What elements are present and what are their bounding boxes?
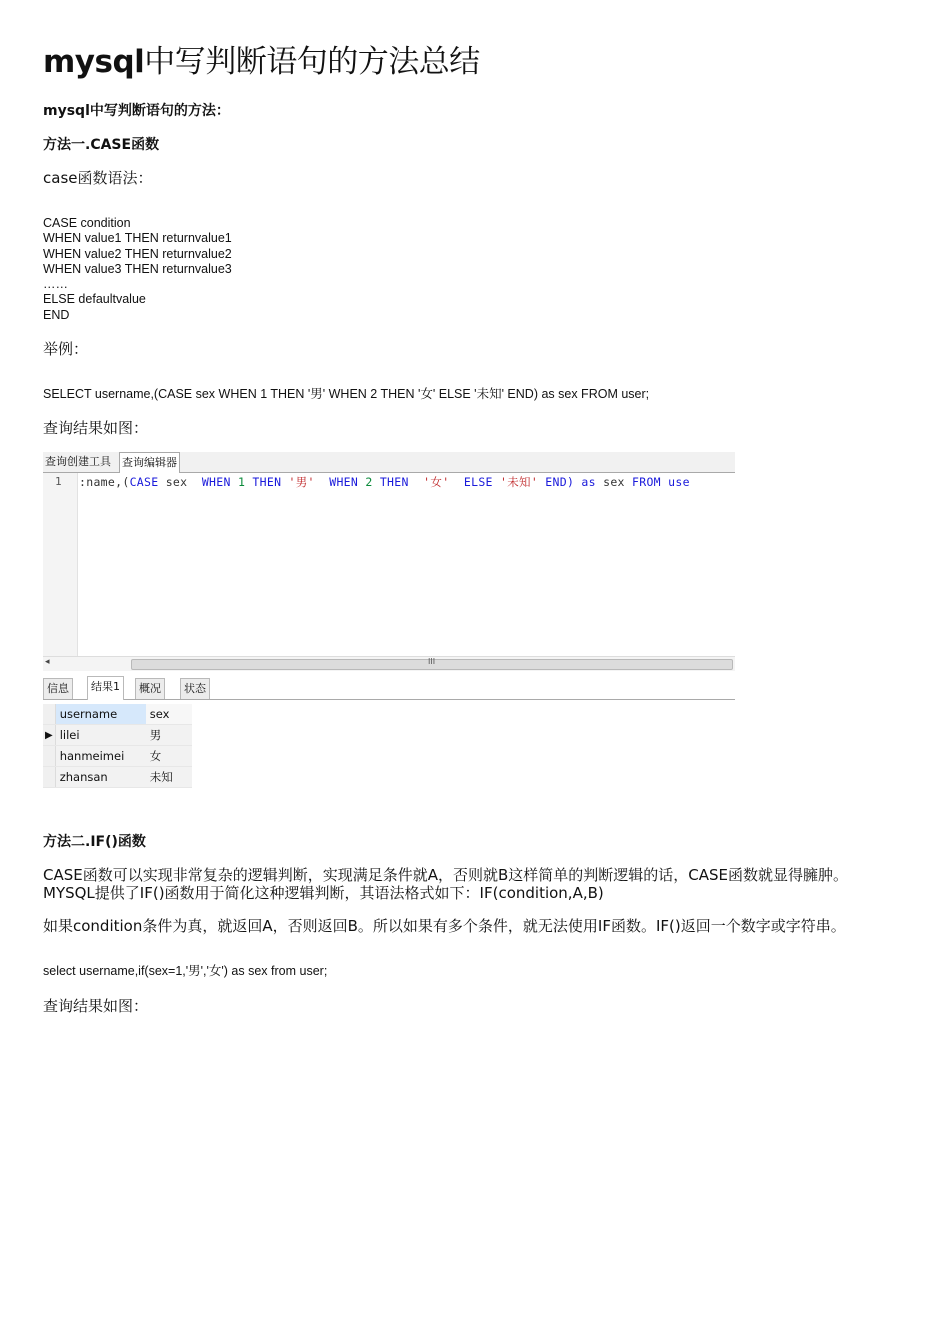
- code-line: ……: [43, 277, 68, 292]
- result-grid: [43, 704, 735, 816]
- syntax-code-block: [43, 216, 232, 323]
- tab-status[interactable]: 状态: [180, 678, 210, 699]
- current-row-arrow-icon: ▶: [43, 725, 55, 746]
- result-table: [43, 704, 192, 788]
- result-label: 查询结果如图：: [43, 419, 149, 437]
- table-row[interactable]: [43, 725, 192, 746]
- method2-paragraph2: 如果condition条件为真，就返回A，否则返回B。所以如果有多个条件，就无法使用IF函数。IF()返回一个数字或字符串。: [43, 917, 846, 935]
- code-token: '女': [408, 475, 464, 489]
- code-token: END): [545, 475, 575, 489]
- code-token: as: [574, 475, 604, 489]
- code-line: CASE condition: [43, 216, 131, 230]
- cell-sex[interactable]: 未知: [146, 767, 192, 788]
- scrollbar-grip: III: [428, 657, 436, 666]
- result-tab-bar: [43, 676, 735, 700]
- code-line: END: [43, 307, 70, 322]
- horizontal-scrollbar[interactable]: [43, 656, 735, 671]
- table-row[interactable]: [43, 767, 192, 788]
- cell-sex[interactable]: 女: [146, 746, 192, 767]
- code-line: ELSE defaultvalue: [43, 292, 146, 307]
- tab-info[interactable]: 信息: [43, 678, 73, 699]
- code-token: THEN: [379, 475, 409, 489]
- code-token: sex: [158, 475, 202, 489]
- code-line: WHEN value2 THEN returnvalue2: [43, 246, 232, 261]
- code-token: WHEN: [329, 475, 359, 489]
- column-header-sex[interactable]: sex: [146, 704, 192, 725]
- cell-username[interactable]: zhansan: [55, 767, 146, 788]
- row-indicator: [43, 704, 55, 725]
- tab-result1[interactable]: 结果1: [87, 676, 124, 700]
- example-label: 举例：: [43, 340, 89, 358]
- method1-heading: 方法一.CASE函数: [43, 137, 160, 153]
- syntax-label: case函数语法：: [43, 169, 153, 187]
- code-token: :name,(: [79, 475, 130, 489]
- tab-query-editor[interactable]: 查询编辑器: [119, 452, 180, 473]
- code-token: THEN: [252, 475, 282, 489]
- tab-overview[interactable]: 概况: [135, 678, 165, 699]
- tab-query-builder[interactable]: 查询创建工具: [45, 455, 111, 468]
- code-token: '未知': [492, 475, 546, 489]
- sql-code-line: [79, 474, 690, 490]
- if-example-sql: select username,if(sex=1,'男','女') as sex from user;: [43, 964, 328, 978]
- cell-username[interactable]: hanmeimei: [55, 746, 146, 767]
- line-gutter: [43, 473, 78, 656]
- cell-username[interactable]: lilei: [55, 725, 146, 746]
- code-token: use: [660, 475, 690, 489]
- if-result-label: 查询结果如图：: [43, 997, 149, 1015]
- method2-heading: 方法二.IF()函数: [43, 834, 146, 850]
- scrollbar-thumb[interactable]: [131, 659, 733, 670]
- line-number: 1: [55, 475, 62, 488]
- code-line: WHEN value1 THEN returnvalue1: [43, 231, 232, 246]
- example-sql: SELECT username,(CASE sex WHEN 1 THEN '男' WHEN 2 THEN '女' ELSE '未知' END) as sex FROM user;: [43, 387, 650, 401]
- query-result-screenshot: [43, 452, 735, 816]
- code-line: WHEN value3 THEN returnvalue3: [43, 261, 232, 276]
- table-row[interactable]: [43, 746, 192, 767]
- code-token: 1: [230, 475, 253, 489]
- code-token: '男': [281, 475, 330, 489]
- code-token: 2: [358, 475, 380, 489]
- column-header-username[interactable]: username: [55, 704, 146, 725]
- method2-paragraph-line1: CASE函数可以实现非常复杂的逻辑判断，实现满足条件就A，否则就B这样简单的判断逻辑的话，CASE函数就显得臃肿。: [43, 866, 849, 884]
- cell-sex[interactable]: 男: [146, 725, 192, 746]
- intro-heading: mysql中写判断语句的方法：: [43, 103, 230, 119]
- code-token: ELSE: [463, 475, 493, 489]
- code-token: sex: [603, 475, 632, 489]
- scroll-left-arrow-icon[interactable]: ◂: [45, 657, 50, 667]
- code-token: WHEN: [201, 475, 231, 489]
- code-token: CASE: [129, 475, 159, 489]
- page-title: mysql中写判断语句的方法总结: [43, 44, 480, 80]
- code-token: FROM: [632, 475, 661, 489]
- row-indicator: [43, 767, 55, 788]
- method2-paragraph-line2: MYSQL提供了IF()函数用于简化这种逻辑判断，其语法格式如下：IF(condition,A,B): [43, 884, 604, 902]
- table-header-row: [43, 704, 192, 725]
- editor-tab-bar: [43, 452, 735, 473]
- row-indicator: [43, 746, 55, 767]
- sql-editor[interactable]: [43, 473, 735, 656]
